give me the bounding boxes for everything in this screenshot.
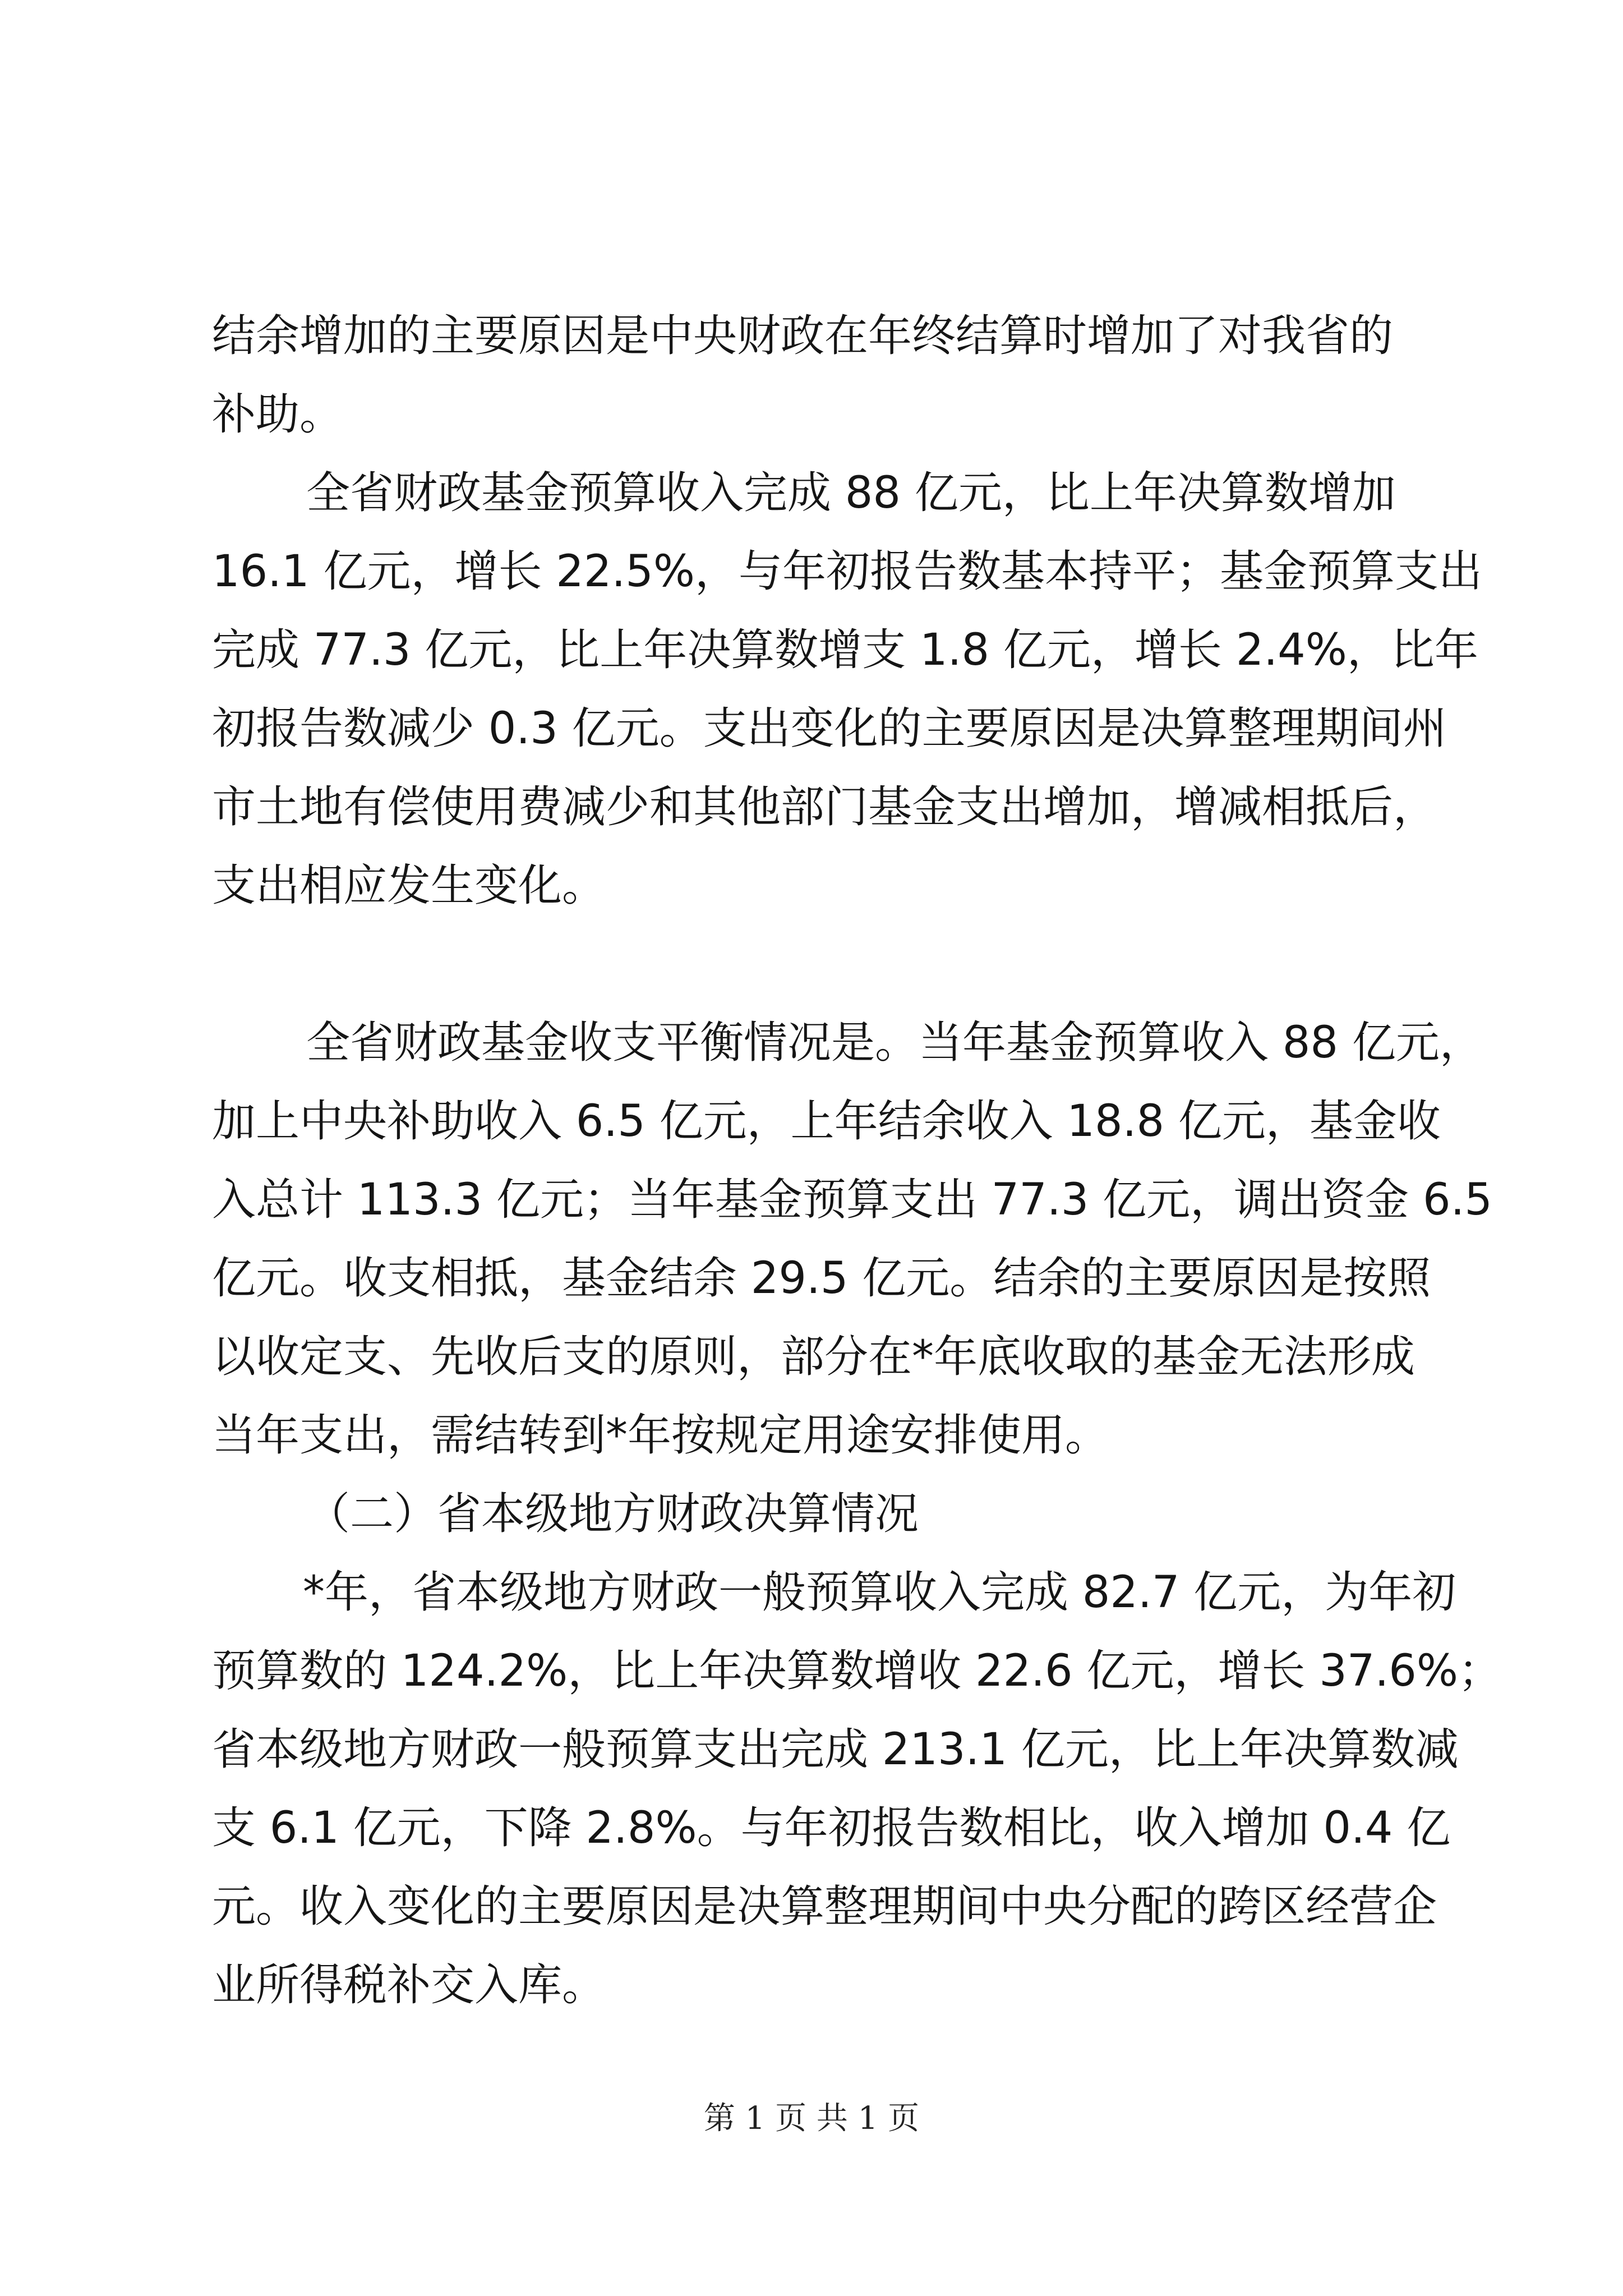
paragraph-line: 16.1 亿元，增长 22.5%，与年初报告数基本持平；基金预算支出: [212, 546, 1483, 597]
page-footer: 第 1 页 共 1 页: [703, 2100, 920, 2137]
paragraph-line: 支 6.1 亿元，下降 2.8%。与年初报告数相比，收入增加 0.4 亿: [212, 1803, 1451, 1853]
paragraph-line: 省本级地方财政一般预算支出完成 213.1 亿元，比上年决算数减: [212, 1724, 1459, 1775]
paragraph-line: 以收定支、先收后支的原则，部分在*年底收取的基金无法形成: [212, 1332, 1415, 1382]
paragraph-line: 完成 77.3 亿元，比上年决算数增支 1.8 亿元，增长 2.4%，比年: [212, 625, 1478, 675]
paragraph-line: 入总计 113.3 亿元；当年基金预算支出 77.3 亿元，调出资金 6.5: [212, 1175, 1492, 1225]
paragraph-line: 支出相应发生变化。: [212, 861, 606, 911]
paragraph-line: 结余增加的主要原因是中央财政在年终结算时增加了对我省的: [212, 311, 1394, 361]
paragraph-line: 初报告数减少 0.3 亿元。支出变化的主要原因是决算整理期间州: [212, 703, 1447, 754]
paragraph-line: 预算数的 124.2%，比上年决算数增收 22.6 亿元，增长 37.6%；: [212, 1646, 1502, 1696]
paragraph-line: 元。收入变化的主要原因是决算整理期间中央分配的跨区经营企: [212, 1881, 1437, 1932]
paragraph-line: 业所得税补交入库。: [212, 1960, 606, 2010]
paragraph-line: 全省财政基金预算收入完成 88 亿元，比上年决算数增加: [306, 468, 1396, 518]
paragraph-line: *年，省本级地方财政一般预算收入完成 82.7 亿元，为年初: [303, 1567, 1456, 1618]
paragraph-line: 亿元。收支相抵，基金结余 29.5 亿元。结余的主要原因是按照: [212, 1253, 1431, 1304]
paragraph-line: 市土地有偿使用费减少和其他部门基金支出增加，增减相抵后，: [212, 782, 1437, 832]
paragraph-line: 全省财政基金收支平衡情况是。当年基金预算收入 88 亿元，: [306, 1018, 1483, 1068]
paragraph-line: 补助。: [212, 389, 344, 440]
paragraph-line: 当年支出，需结转到*年按规定用途安排使用。: [212, 1410, 1109, 1461]
paragraph-line: 加上中央补助收入 6.5 亿元，上年结余收入 18.8 亿元，基金收: [212, 1096, 1441, 1147]
section-heading: （二）省本级地方财政决算情况: [306, 1489, 919, 1539]
